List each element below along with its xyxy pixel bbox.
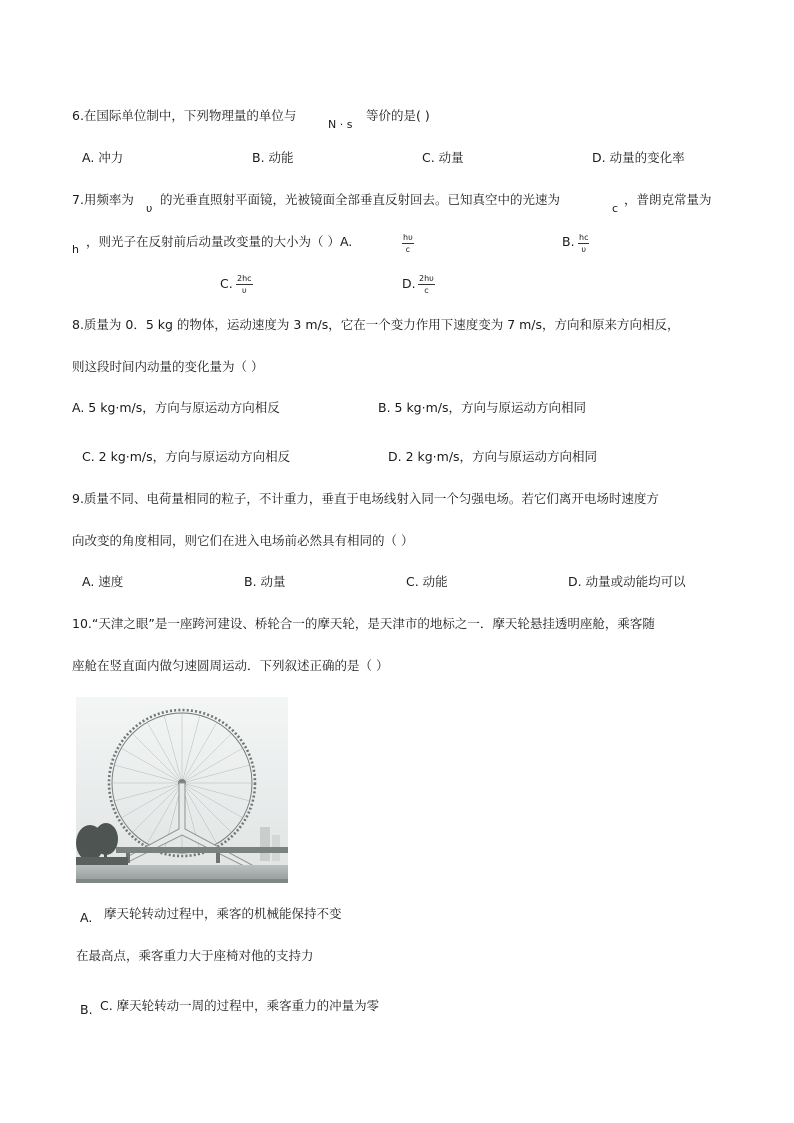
q7-option-b-fraction <box>578 234 589 254</box>
q6-stem-b: 等价的是( ) <box>366 108 430 123</box>
q7-option-b-num: hc <box>579 233 589 242</box>
q8-line2: 则这段时间内动量的变化量为（ ） <box>72 359 264 374</box>
q7-line1-a: 7.用频率为 <box>72 192 134 207</box>
q7-option-b-label: B. <box>562 234 575 249</box>
q7-option-a-fraction <box>402 234 414 254</box>
q10-option-b-label: B. <box>80 1002 93 1017</box>
q7-option-b-den: υ <box>581 245 587 254</box>
q10-option-a-text: 摩天轮转动过程中，乘客的机械能保持不变 <box>104 906 342 921</box>
q10-option-a-label: A. <box>80 910 93 925</box>
q6-option-d: D. 动量的变化率 <box>592 150 685 165</box>
q10-line2: 座舱在竖直面内做匀速圆周运动．下列叙述正确的是（ ） <box>72 658 389 673</box>
q8-option-d: D. 2 kg·m/s，方向与原运动方向相同 <box>388 449 598 464</box>
q7-option-d-fraction <box>418 275 435 295</box>
q9-option-a: A. 速度 <box>82 574 124 589</box>
q6-stem-a: 6.在国际单位制中，下列物理量的单位与 <box>72 108 297 123</box>
q8-option-c: C. 2 kg·m/s，方向与原运动方向相反 <box>82 449 291 464</box>
q10-line1: 10.“天津之眼”是一座跨河建设、桥轮合一的摩天轮，是天津市的地标之一．摩天轮悬挂透明座舱，乘客随 <box>72 616 655 631</box>
ferris-wheel-photo <box>76 697 288 883</box>
q7-option-d-num: 2hυ <box>419 274 434 283</box>
q7-option-c-label: C. <box>220 276 233 291</box>
q9-line1: 9.质量不同、电荷量相同的粒子，不计重力，垂直于电场线射入同一个匀强电场。若它们离开电场时速度方 <box>72 491 659 506</box>
q7-option-d-label: D. <box>402 276 416 291</box>
q7-option-a-num: hυ <box>403 233 413 242</box>
q7-nu: υ <box>146 202 153 215</box>
q7-line2: ，则光子在反射前后动量改变量的大小为（ ）A. <box>86 234 353 249</box>
q7-c: c <box>612 202 619 215</box>
q9-option-c: C. 动能 <box>406 574 448 589</box>
q7-option-c-den: υ <box>241 286 247 295</box>
q7-line1-c: ，普朗克常量为 <box>624 192 712 207</box>
q8-line1: 8.质量为 0．5 kg 的物体，运动速度为 3 m/s，它在一个变力作用下速度变为 7 m/s，方向和原来方向相反， <box>72 317 680 332</box>
q10-option-c-text: C. 摩天轮转动一周的过程中，乘客重力的冲量为零 <box>100 998 380 1013</box>
q7-option-c-num: 2hc <box>237 274 252 283</box>
q6-option-a: A. 冲力 <box>82 150 124 165</box>
q7-option-d-den: c <box>424 286 429 295</box>
q8-option-a: A. 5 kg·m/s，方向与原运动方向相反 <box>72 400 280 415</box>
q8-option-b: B. 5 kg·m/s，方向与原运动方向相同 <box>378 400 586 415</box>
q10-option-b-text: 在最高点，乘客重力大于座椅对他的支持力 <box>76 948 314 963</box>
q6-unit: N · s <box>328 118 353 131</box>
q9-option-b: B. 动量 <box>244 574 286 589</box>
q9-option-d: D. 动量或动能均可以 <box>568 574 686 589</box>
q7-option-a-den: c <box>405 245 411 254</box>
q9-line2: 向改变的角度相同，则它们在进入电场前必然具有相同的（ ） <box>72 533 414 548</box>
q7-h: h <box>72 243 79 256</box>
q6-option-c: C. 动量 <box>422 150 464 165</box>
q7-line1-b: 的光垂直照射平面镜，光被镜面全部垂直反射回去。已知真空中的光速为 <box>160 192 561 207</box>
q7-option-c-fraction <box>236 275 253 295</box>
q6-option-b: B. 动能 <box>252 150 294 165</box>
